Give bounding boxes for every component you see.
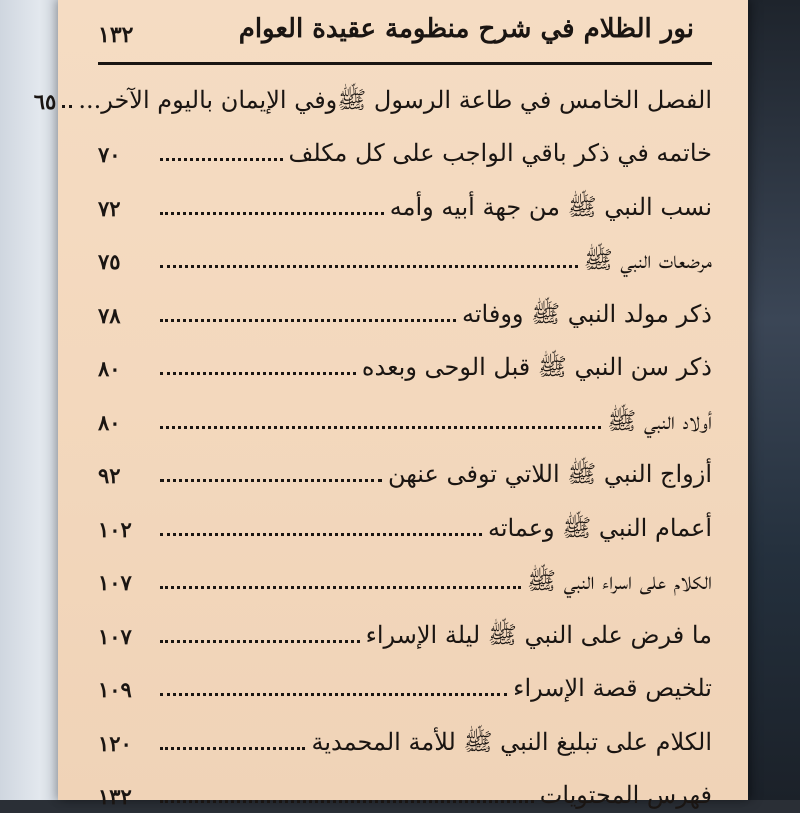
toc-entry: [98, 599, 712, 653]
dot-leader: [160, 586, 521, 589]
dot-leader: [160, 158, 283, 161]
toc-entry-page: ١٢٠: [98, 733, 154, 754]
toc-entry-title: ذكر مولد النبي ﷺ ووفاته: [462, 302, 712, 326]
dot-leader: [160, 640, 360, 643]
dot-leader: [160, 426, 601, 429]
toc-entry: [98, 64, 712, 118]
toc-entry: [98, 225, 712, 279]
book-page: [58, 0, 748, 800]
toc-entry: [98, 439, 712, 493]
dot-leader: [160, 372, 356, 375]
dot-leader: [160, 319, 456, 322]
dot-leader: [160, 800, 534, 803]
toc-entry-title: ما فرض على النبي ﷺ ليلة الإسراء: [366, 623, 712, 647]
toc-entry-page: ١٠٢: [98, 519, 154, 540]
toc-entry-title: ذكر سن النبي ﷺ قبل الوحى وبعده: [362, 355, 712, 379]
header-title: نور الظلام في شرح منظومة عقيدة العوام: [239, 14, 694, 44]
dot-leader: [160, 265, 578, 268]
toc-entry: [98, 760, 712, 813]
toc-entry-title: تلخيص قصة الإسراء: [513, 676, 712, 700]
toc-entry-page: ٧٨: [98, 305, 154, 326]
toc-entry: [98, 385, 712, 439]
toc-entry-page: ٧٢: [98, 198, 154, 219]
toc-entry-page: ١٠٧: [98, 572, 154, 593]
dot-leader: [160, 479, 382, 482]
header-page-number: ١٣٢: [98, 22, 133, 48]
toc-entry-page: ١٣٢: [98, 786, 154, 807]
toc-entry: [98, 492, 712, 546]
toc-entry-title: الكلام على اسراء النبي ﷺ: [527, 569, 712, 593]
toc-entry-title: نسب النبي ﷺ من جهة أبيه وأمه: [390, 195, 712, 219]
toc-entry-page: ٧٥: [98, 251, 154, 272]
toc-entry-title: خاتمه في ذكر باقي الواجب على كل مكلف: [289, 141, 713, 165]
running-header: [98, 10, 712, 56]
toc-entry: [98, 546, 712, 600]
toc-entry: [98, 171, 712, 225]
background-bookshelf: [740, 0, 800, 800]
dot-leader: [160, 747, 305, 750]
toc-entry: [98, 332, 712, 386]
toc-entry: [98, 706, 712, 760]
dot-leader: [62, 105, 72, 108]
table-of-contents: [98, 64, 712, 813]
toc-entry-title: الكلام على تبليغ النبي ﷺ للأمة المحمدية: [311, 730, 712, 754]
toc-entry-title: الفصل الخامس في طاعة الرسول ﷺوفي الإيمان باليوم الآخر...: [78, 88, 712, 112]
toc-entry: [98, 118, 712, 172]
toc-entry-page: ٨٠: [98, 358, 154, 379]
toc-entry-page: ١٠٩: [98, 679, 154, 700]
toc-entry-page: ٧٠: [98, 144, 154, 165]
toc-entry-title: أعمام النبي ﷺ وعماته: [488, 516, 712, 540]
toc-entry-page: ٦٥: [34, 91, 57, 112]
toc-entry-title: أولاد النبي ﷺ: [607, 409, 712, 433]
dot-leader: [160, 533, 482, 536]
toc-entry-title: أزواج النبي ﷺ اللاتي توفى عنهن: [388, 462, 712, 486]
dot-leader: [160, 693, 507, 696]
dot-leader: [160, 212, 384, 215]
toc-entry: [98, 278, 712, 332]
toc-entry: [98, 653, 712, 707]
toc-entry-page: ٩٢: [98, 465, 154, 486]
toc-entry-page: ١٠٧: [98, 626, 154, 647]
toc-entry-page: ٨٠: [98, 412, 154, 433]
toc-entry-title: مرضعات النبي ﷺ: [584, 248, 712, 272]
toc-entry-title: فهرس المحتويات: [540, 783, 712, 807]
